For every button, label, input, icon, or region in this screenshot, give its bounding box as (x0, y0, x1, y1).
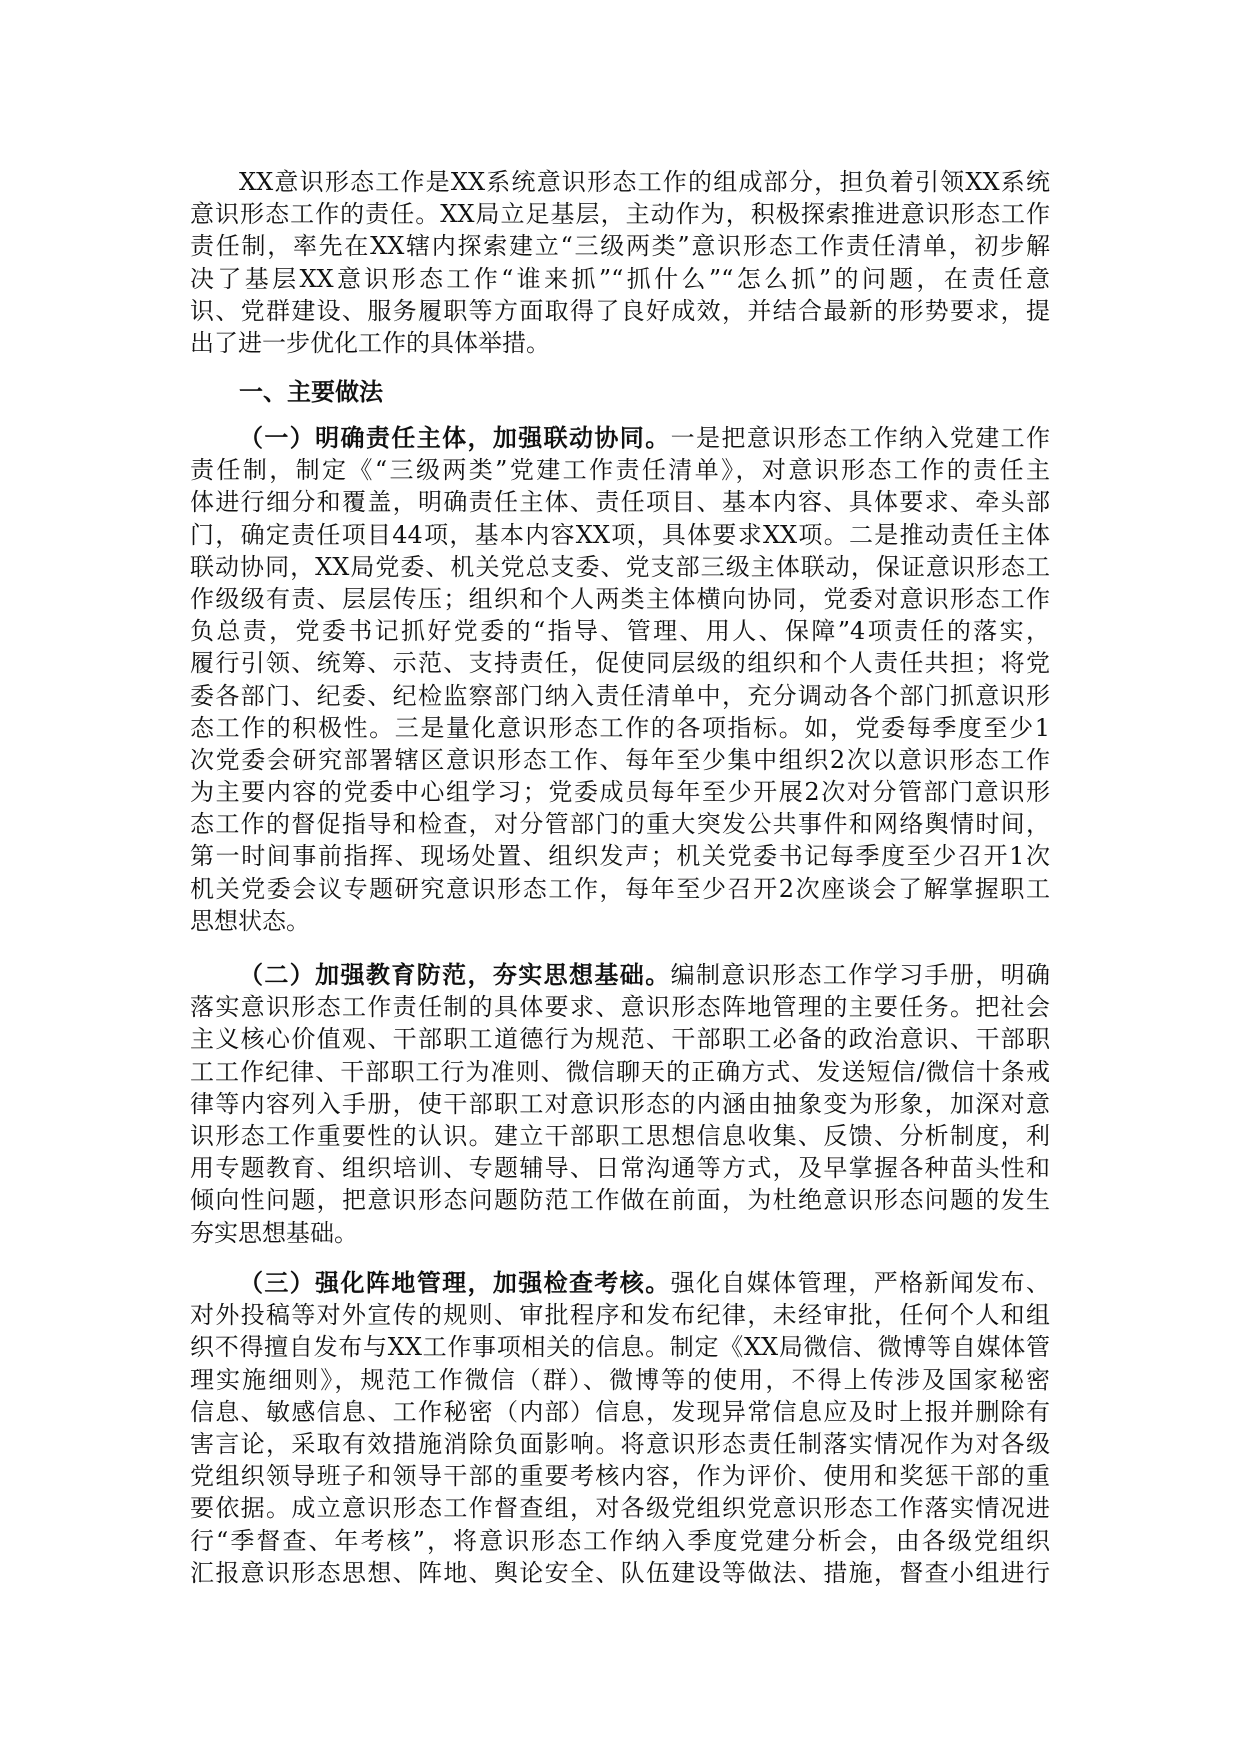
text-line: 负总责，党委书记抓好党委的“指导、管理、用人、保障”4项责任的落实， (190, 617, 1050, 646)
text-line: 要依据。成立意识形态工作督查组，对各级党组织党意识形态工作落实情况进 (190, 1494, 1050, 1523)
text-line: 意识形态工作的责任。XX局立足基层，主动作为，积极探索推进意识形态工作 (190, 200, 1050, 229)
text-line: 夯实思想基础。 (190, 1218, 358, 1247)
text-line (190, 959, 1050, 991)
text-line: 态工作的积极性。三是量化意识形态工作的各项指标。如，党委每季度至少1 (190, 713, 1050, 742)
text-line: 联动协同，XX局党委、机关党总支委、党支部三级主体联动，保证意识形态工 (190, 552, 1050, 581)
subsection-title: （二）加强教育防范，夯实思想基础。 (239, 960, 671, 989)
text-line: 工工作纪律、干部职工行为准则、微信聊天的正确方式、发送短信/微信十条戒 (190, 1057, 1050, 1086)
subsection-1-paragraph (190, 422, 1050, 937)
section-heading: 一、主要做法 (239, 377, 383, 406)
intro-paragraph (190, 166, 1050, 359)
text-line: 门，确定责任项目44项，基本内容XX项，具体要求XX项。二是推动责任主体 (190, 520, 1050, 549)
text-line: 对外投稿等对外宣传的规则、审批程序和发布纪律，未经审批，任何个人和组 (190, 1301, 1050, 1330)
line-text: 强化自媒体管理，严格新闻发布、 (670, 1269, 1051, 1297)
text-line: 信息、敏感信息、工作秘密（内部）信息，发现异常信息应及时上报并删除有 (190, 1397, 1050, 1426)
text-line: 倾向性问题，把意识形态问题防范工作做在前面，为杜绝意识形态问题的发生 (190, 1186, 1050, 1215)
text-line: 行“季督查、年考核”，将意识形态工作纳入季度党建分析会，由各级党组织 (190, 1526, 1050, 1555)
text-line: 害言论，采取有效措施消除负面影响。将意识形态责任制落实情况作为对各级 (190, 1429, 1050, 1458)
text-line: 责任制，制定《“三级两类”党建工作责任清单》，对意识形态工作的责任主 (190, 456, 1050, 485)
text-line: 责任制，率先在XX辖内探索建立“三级两类”意识形态工作责任清单，初步解 (190, 232, 1050, 261)
text-line: 委各部门、纪委、纪检监察部门纳入责任清单中，充分调动各个部门抓意识形 (190, 681, 1050, 710)
subsection-title: （一）明确责任主体，加强联动协同。 (239, 423, 671, 452)
text-line: 次党委会研究部署辖区意识形态工作、每年至少集中组织2次以意识形态工作 (190, 745, 1050, 774)
text-line: 汇报意识形态思想、阵地、舆论安全、队伍建设等做法、措施，督查小组进行 (190, 1558, 1050, 1587)
text-line (190, 1267, 1050, 1299)
text-line: 履行引领、统筹、示范、支持责任，促使同层级的组织和个人责任共担；将党 (190, 649, 1050, 678)
text-line: 织不得擅自发布与XX工作事项相关的信息。制定《XX局微信、微博等自媒体管 (190, 1333, 1050, 1362)
text-line: 理实施细则》，规范工作微信（群）、微博等的使用，不得上传涉及国家秘密 (190, 1365, 1050, 1394)
text-line (190, 422, 1050, 454)
text-line: 主义核心价值观、干部职工道德行为规范、干部职工必备的政治意识、干部职 (190, 1025, 1050, 1054)
subsection-title: （三）强化阵地管理，加强检查考核。 (239, 1268, 671, 1297)
text-line: 落实意识形态工作责任制的具体要求、意识形态阵地管理的主要任务。把社会 (190, 993, 1050, 1022)
text-line: 体进行细分和覆盖，明确责任主体、责任项目、基本内容、具体要求、牵头部 (190, 488, 1050, 517)
line-text: 编制意识形态工作学习手册，明确 (670, 961, 1051, 989)
text-line: 决了基层XX意识形态工作“谁来抓”“抓什么”“怎么抓”的问题，在责任意 (190, 264, 1050, 293)
text-line: 出了进一步优化工作的具体举措。 (190, 328, 550, 357)
subsection-3-paragraph (190, 1267, 1050, 1589)
text-line: 用专题教育、组织培训、专题辅导、日常沟通等方式，及早掌握各种苗头性和 (190, 1154, 1050, 1183)
text-line: XX意识形态工作是XX系统意识形态工作的组成部分，担负着引领XX系统 (239, 168, 1050, 196)
text-line: 第一时间事前指挥、现场处置、组织发声；机关党委书记每季度至少召开1次 (190, 842, 1050, 871)
text-line: 作级级有责、层层传压；组织和个人两类主体横向协同，党委对意识形态工作 (190, 584, 1050, 613)
text-line: 为主要内容的党委中心组学习；党委成员每年至少开展2次对分管部门意识形 (190, 778, 1050, 807)
text-line: 态工作的督促指导和检查，对分管部门的重大突发公共事件和网络舆情时间， (190, 810, 1050, 839)
line-text: 一是把意识形态工作纳入党建工作 (670, 424, 1051, 452)
text-line: 律等内容列入手册，使干部职工对意识形态的内涵由抽象变为形象，加深对意 (190, 1089, 1050, 1118)
text-line: 机关党委会议专题研究意识形态工作，每年至少召开2次座谈会了解掌握职工 (190, 874, 1050, 903)
text-line: 党组织领导班子和领导干部的重要考核内容，作为评价、使用和奖惩干部的重 (190, 1462, 1050, 1491)
subsection-2-paragraph (190, 959, 1050, 1249)
text-line: 思想状态。 (190, 906, 310, 935)
text-line: 识形态工作重要性的认识。建立干部职工思想信息收集、反馈、分析制度，利 (190, 1121, 1050, 1150)
text-line: 识、党群建设、服务履职等方面取得了良好成效，并结合最新的形势要求，提 (190, 296, 1050, 325)
